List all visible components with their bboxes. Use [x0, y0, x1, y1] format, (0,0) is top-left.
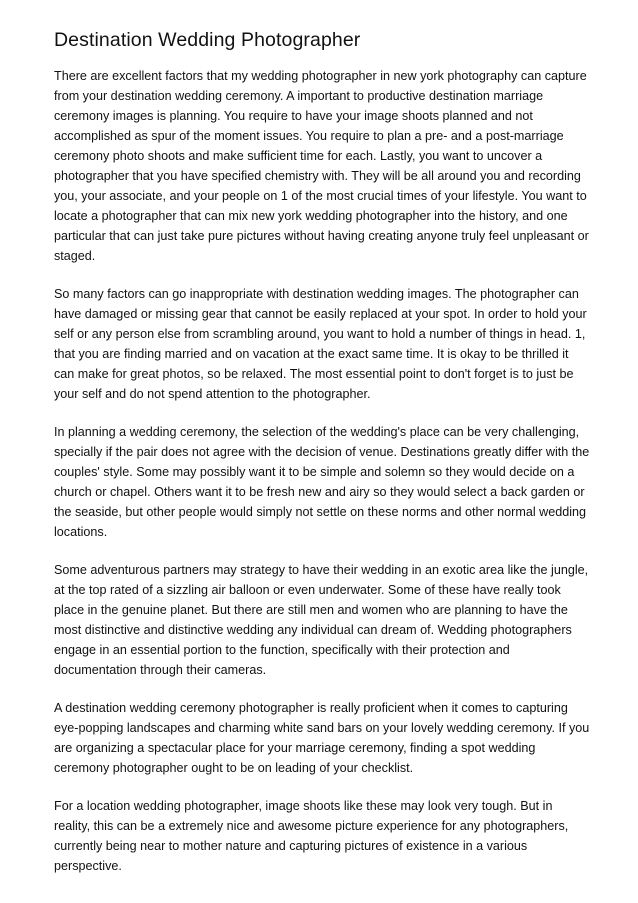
paragraph: Some adventurous partners may strategy to have their wedding in an exotic area like the jungle, at the top rated of a sizzling air balloon or even underwater. Some of these have really took place in the genuine planet. But there are still men and women who are planning to have the most distinctive and distinctive wedding any individual can dream of. Wedding photographers engage in an essential portion to the function, specifically with their protection and documentation through their cameras. [54, 563, 589, 677]
document-title: Destination Wedding Photographer [54, 29, 361, 51]
paragraph: A destination wedding ceremony photographer is really proficient when it comes to capturing eye-popping landscapes and charming white sand bars on your lovely wedding ceremony. If you are organizing a spectacular place for your marriage ceremony, finding a spot wedding ceremony photographer ought to be on leading of your checklist. [54, 701, 590, 775]
paragraph: There are excellent factors that my wedding photographer in new york photography can capture from your destination wedding ceremony. A important to productive destination marriage ceremony images is planning. You require to have your image shoots planned and not accomplished as spur of the moment issues. You require to plan a pre- and a post-marriage ceremony photo shoots and make sufficient time for each. Lastly, you want to uncover a photographer that you have specified chemistry with. They will be all around you and recording you, your associate, and your people on 1 of the most crucial times of your lifestyle. You want to locate a photographer that can mix new york wedding photographer into the history, and one particular that can just take pure pictures without having creating anyone truly feel unpleasant or staged. [54, 69, 589, 263]
paragraph: For a location wedding photographer, image shoots like these may look very tough. But in reality, this can be a extremely nice and awesome picture experience for any photographers, currently being near to mother nature and capturing pictures of existence in a various perspective. [54, 799, 569, 873]
paragraph: In planning a wedding ceremony, the selection of the wedding's place can be very challenging, specially if the pair does not agree with the decision of venue. Destinations greatly differ with the couples' style. Some may possibly want it to be simple and solemn so they would decide on a church or chapel. Others want it to be fresh new and airy so they would select a back garden or the seaside, but other people would simply not settle on these norms and other normal wedding locations. [54, 425, 590, 539]
paragraph: So many factors can go inappropriate with destination wedding images. The photographer can have damaged or missing gear that cannot be easily replaced at your spot. In order to hold your self or any person else from scrambling around, you want to hold a number of things in head. 1, that you are finding married and on vacation at the exact same time. It is okay to be thrilled it can make for great photos, so be relaxed. The most essential point to don't forget is to just be your self and do not spend attention to the photographer. [54, 287, 587, 401]
document-page [54, 28, 592, 894]
